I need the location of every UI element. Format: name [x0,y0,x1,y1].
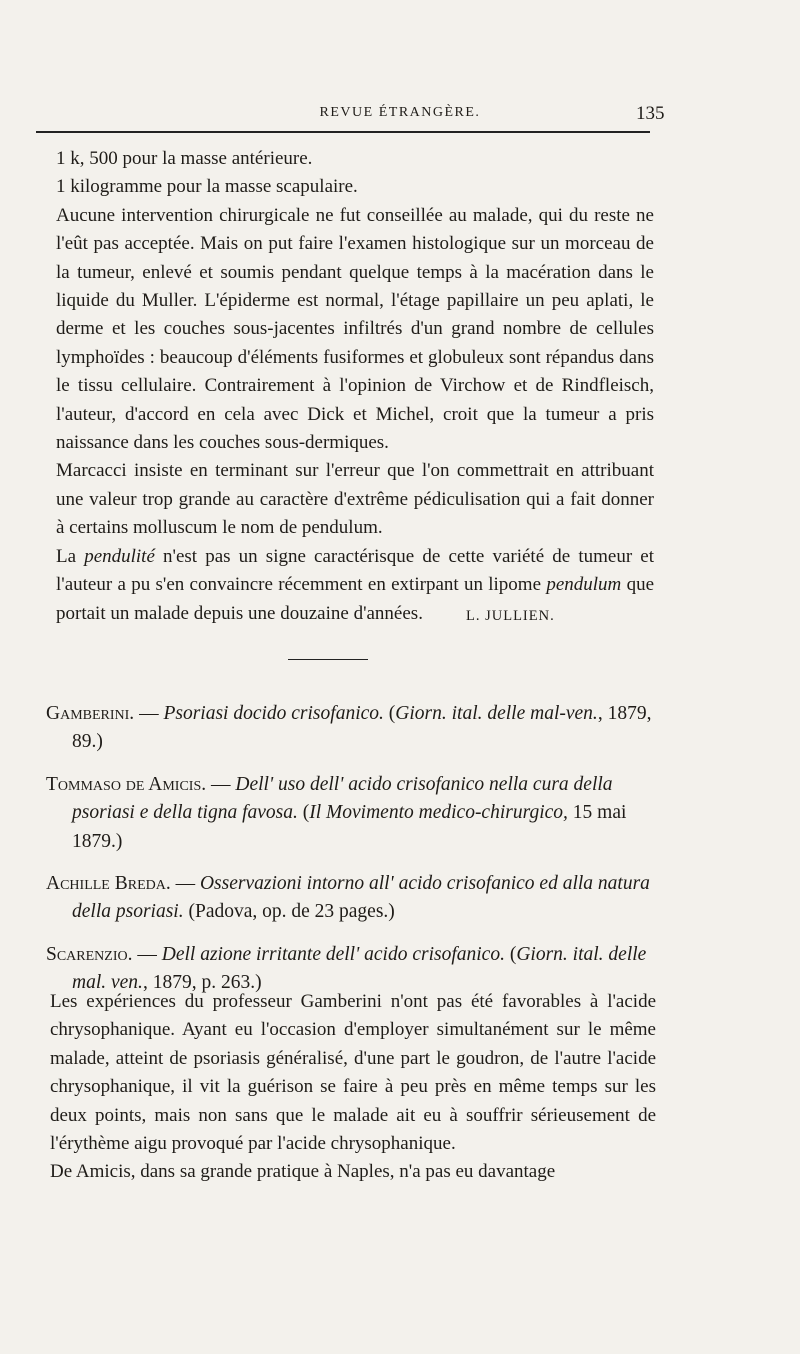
reference-author: Tommaso de Amicis. [46,773,207,795]
pendulite-lead: La [56,545,85,567]
reference-item: Scarenzio. — Dell azione irritante dell' acido crisofanico. (Giorn. ital. delle mal. ven., 1879, p. 263.) [46,943,647,994]
paragraph-histology: Aucune intervention chirurgicale ne fut conseillée au malade, qui du reste ne l'eût pas acceptée. Mais on put faire l'examen histologique sur un morceau de la tumeur, enlevé et soumis pendant quelque temps à la macération dans le liquide du Muller. L'épiderme est normal, l'étage papillaire un peu aplati, le derme et les couches sous-jacentes infiltrés d'un grand nombre de cellules lymphoïdes : beaucoup d'éléments fusiformes et globuleux sont répandus dans le tissu cellulaire. Contrairement à l'opinion de Virchow et de Rindfleisch, l'auteur, d'accord en cela avec Dick et Michel, croit que la tumeur a pris naissance dans les couches sous-dermiques. [56,204,654,454]
running-header: REVUE ÉTRANGÈRE. [319,105,481,120]
pendulite-rest: n'est pas un signe caractérisque de cette variété de tumeur et l'auteur a pu s'en convaincre récemment en extirpant un lipome [56,545,654,596]
article-body-top [56,145,654,628]
header-rule [36,131,650,133]
paragraph-de-amicis: De Amicis, dans sa grande pratique à Naples, n'a pas eu davantage [50,1161,556,1183]
reference-item: Gamberini. — Psoriasi docido crisofanico. (Giorn. ital. delle mal-ven., 1879, 89.) [46,703,652,753]
article-body-bottom [50,988,656,1187]
paragraph-gamberini: Les expériences du professeur Gamberini n'ont pas été favorables à l'acide chrysophanique. Ayant eu l'occasion d'employer simultanément sur le même malade, atteint de psoriasis généralisé, d'une part le goudron, de l'autre l'acide chrysophanique, il vit la guérison se faire à peu près en même temps sur les deux points, mais non sans que le malade ait eu à souffrir sérieusement de l'érythème aigu provoqué par l'acide chrysophanique. [50,991,656,1155]
section-rule [288,659,368,660]
reference-item: Tommaso de Amicis. — Dell' uso dell' acido crisofanico nella cura della psoriasi e della tigna favosa. (Il Movimento medico-chirurgico, 15 mai 1879.) [46,773,627,852]
reference-title: Osservazioni intorno all' acido crisofanico ed alla natura della psoriasi. [72,873,650,923]
reference-title: Dell' uso dell' acido crisofanico nella cura della psoriasi e della tigna favosa. [72,773,613,824]
paragraph-marcacci: Marcacci insiste en terminant sur l'erreur que l'on commettrait en attribuant une valeur trop grande au caractère d'extrême pédiculisation qui a fait donner à certains molluscum le nom de pendulum. [56,460,654,539]
reference-source: Giorn. ital. delle mal-ven. [395,703,598,724]
page-number: 135 [636,103,665,124]
pendulum-term: pendulum [546,574,622,596]
reference-list [46,700,658,1012]
weight-line-scapular: 1 kilogramme pour la masse scapulaire. [56,176,358,198]
reference-author: Achille Breda. [46,873,171,895]
reference-author: Gamberini. [46,703,135,724]
pendulite-end: que portait un malade depuis une douzaine d'années. [56,574,654,624]
reference-source: Giorn. ital. delle mal. ven. [72,943,647,994]
reference-item: Achille Breda. — Osservazioni intorno all' acido crisofanico ed alla natura della psoriasi. (Padova, op. de 23 pages.) [46,873,650,923]
reference-title: Psoriasi docido crisofanico. [163,703,384,724]
reference-author: Scarenzio. [46,943,133,965]
reference-title: Dell azione irritante dell' acido crisofanico. [161,943,505,965]
author-signature: L. JULLIEN. [466,608,555,624]
weight-line-anterior: 1 k, 500 pour la masse antérieure. [56,148,313,169]
reference-source: Il Movimento medico-chirurgico, [309,802,568,824]
pendulite-term: pendulité [84,545,155,567]
